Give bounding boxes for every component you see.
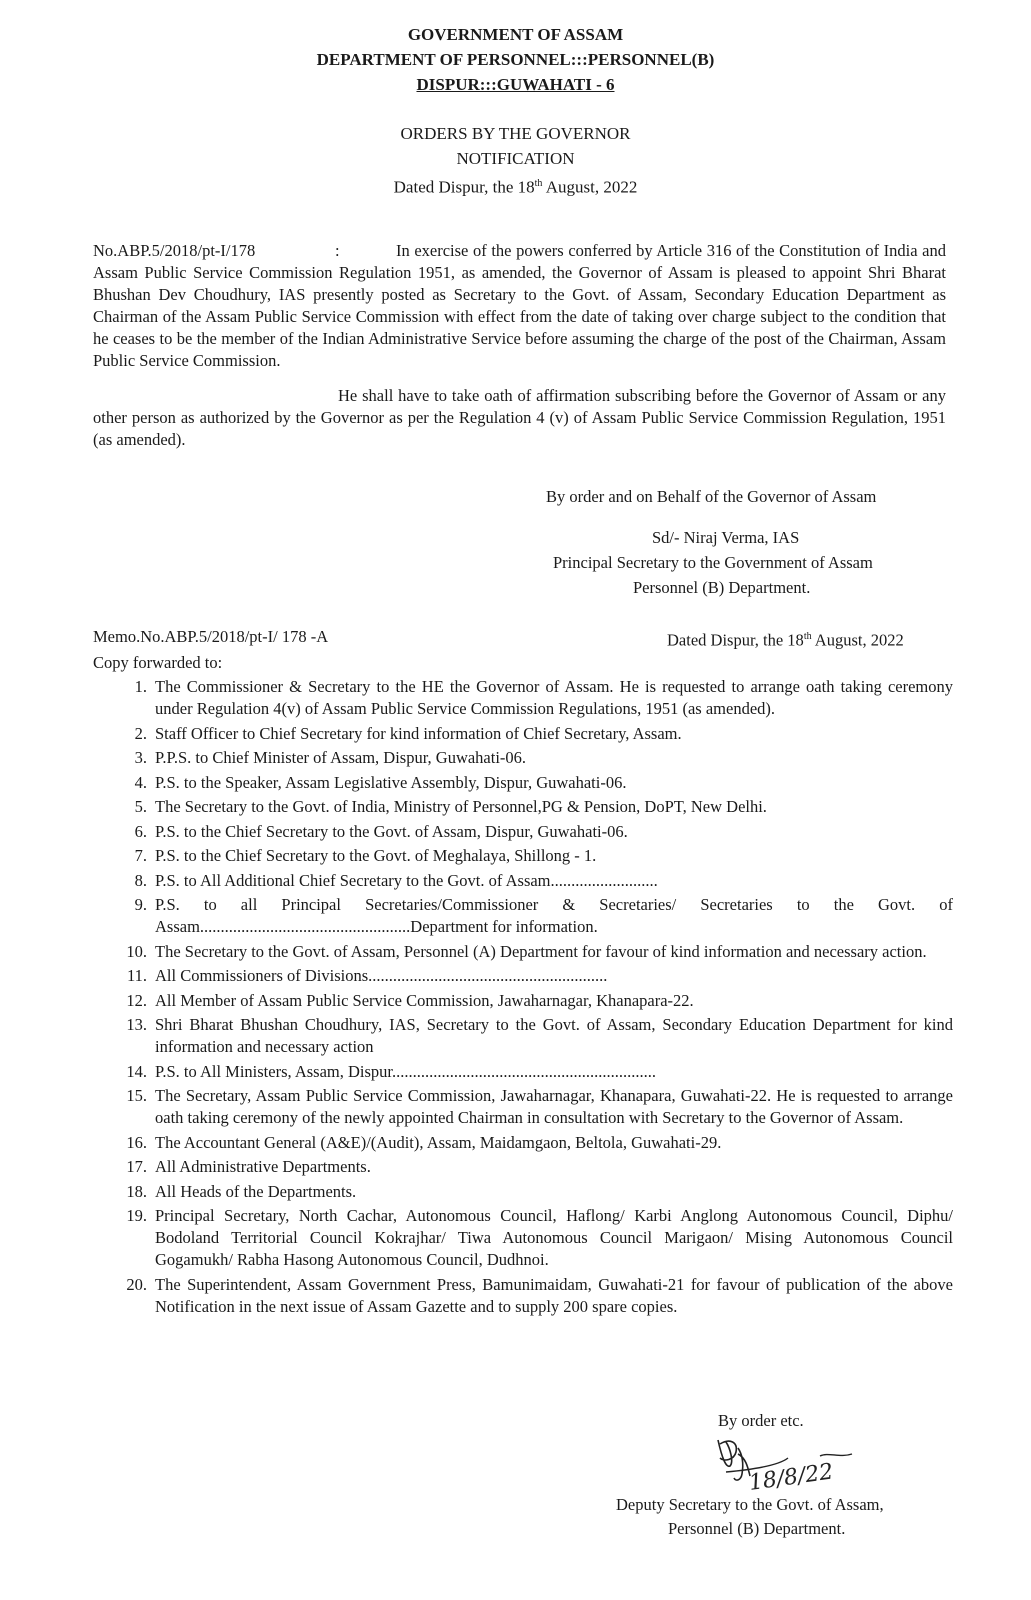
memo-date-sup: th xyxy=(803,631,812,642)
notification-paragraph-1: In exercise of the powers conferred by Article 316 of the Constitution of India and Assam Public Service Commission Regulation 1951, as amended, the Governor of Assam is pleased to appoint Shri Bharat Bhushan Dev Choudhury, IAS presently posted as Secretary to the Govt. of Assam, Secondary Education Department as Chairman of the Assam Public Service Commission with effect from the date of taking over charge subject to the condition that he ceases to be the member of the Indian Administrative Service before assuming the charge of the post of the Chairman, Assam Public Service Commission. xyxy=(93,241,946,370)
list-item-number: 1. xyxy=(134,677,147,696)
list-item xyxy=(93,676,953,720)
list-item-number: 6. xyxy=(134,821,147,841)
list-item-number: 18. xyxy=(126,1181,147,1201)
list-item xyxy=(93,1014,953,1058)
list-item xyxy=(93,772,953,794)
list-item-text: All Member of Assam Public Service Commission, Jawaharnagar, Khanapara-22. xyxy=(155,990,694,1010)
location-title xyxy=(0,74,1031,96)
list-item-text: P.S. to All Ministers, Assam, Dispur................................................................ xyxy=(155,1061,657,1081)
list-item-text: Staff Officer to Chief Secretary for kind information of Chief Secretary, Assam. xyxy=(155,723,682,743)
memo-date-prefix: Dated Dispur, the 18 xyxy=(667,630,804,650)
notification-paragraph-2: He shall have to take oath of affirmation subscribing before the Governor of Assam or any other person as authorized by the Governor as per the Regulation 4 (v) of Assam Public Service Commission Regulation, 1951 (as amended). xyxy=(93,386,946,449)
list-item xyxy=(93,1132,953,1154)
list-item-text: All Commissioners of Divisions.......................................................... xyxy=(155,966,608,985)
list-item-number: 12. xyxy=(126,990,147,1010)
list-item-text: The Secretary, Assam Public Service Commission, Jawaharnagar, Khanapara, Guwahati-22. He is requested to arrange oath taking ceremony of the newly appointed Chairman in consultation with Secretary to the Governor of Assam. xyxy=(155,1086,953,1127)
signatory-designation: Principal Secretary to the Government of Assam xyxy=(553,553,873,572)
list-item-number: 9. xyxy=(134,895,147,914)
by-order-etc: By order etc. xyxy=(718,1411,804,1430)
list-item-text: P.S. to All Additional Chief Secretary to the Govt. of Assam.......................... xyxy=(155,870,658,890)
list-item-number: 20. xyxy=(126,1274,147,1294)
list-item-text: All Heads of the Departments. xyxy=(155,1181,357,1201)
memo-number: Memo.No.ABP.5/2018/pt-I/ 178 -A xyxy=(93,627,329,646)
memo-date-suffix: August, 2022 xyxy=(811,630,904,650)
list-item-text: The Commissioner & Secretary to the HE the Governor of Assam. He is requested to arrange oath taking ceremony under Regulation 4(v) of Assam Public Service Commission Regulations, 1951 (as amended). xyxy=(155,677,953,718)
list-item xyxy=(93,1061,953,1083)
list-item xyxy=(93,796,953,818)
list-item xyxy=(93,821,953,843)
by-order-line: By order and on Behalf of the Governor of Assam xyxy=(546,487,877,506)
date-suffix: August, 2022 xyxy=(542,177,638,197)
notification-date xyxy=(0,173,1031,199)
handwritten-signature xyxy=(708,1428,858,1504)
list-item xyxy=(93,747,953,769)
list-item xyxy=(93,1274,953,1318)
list-item-number: 16. xyxy=(126,1132,147,1152)
signatory-department: Personnel (B) Department. xyxy=(633,578,811,597)
department-title: DEPARTMENT OF PERSONNEL:::PERSONNEL(B) xyxy=(316,50,715,69)
reference-number-text: No.ABP.5/2018/pt-I/178 xyxy=(93,241,256,260)
list-item xyxy=(93,845,953,867)
list-item-number: 8. xyxy=(134,870,147,890)
location-text: DISPUR:::GUWAHATI - 6 xyxy=(416,75,615,94)
list-item-number: 7. xyxy=(134,846,147,865)
list-item-text: P.S. to the Chief Secretary to the Govt. of Meghalaya, Shillong - 1. xyxy=(155,846,597,865)
deputy-secretary-designation: Deputy Secretary to the Govt. of Assam, xyxy=(616,1495,884,1514)
list-item xyxy=(93,1205,953,1271)
date-sup: th xyxy=(534,178,543,189)
list-item xyxy=(93,870,953,892)
list-item-number: 3. xyxy=(134,748,147,767)
list-item-number: 11. xyxy=(126,966,147,985)
signature-drawing xyxy=(708,1428,858,1498)
list-item-text: P.P.S. to Chief Minister of Assam, Dispur, Guwahati-06. xyxy=(155,748,527,767)
list-item-number: 13. xyxy=(126,1015,147,1034)
list-item-number: 14. xyxy=(126,1061,147,1081)
deputy-secretary-department: Personnel (B) Department. xyxy=(668,1519,846,1538)
list-item-number: 10. xyxy=(126,941,147,961)
list-item-text: The Secretary to the Govt. of India, Ministry of Personnel,PG & Pension, DoPT, New Delhi. xyxy=(155,797,767,816)
list-item xyxy=(93,1181,953,1203)
list-item xyxy=(93,1085,953,1129)
list-item-number: 4. xyxy=(134,772,147,792)
list-item xyxy=(93,1156,953,1178)
signature-date-text: 18/8/22 xyxy=(747,1459,835,1496)
list-item-number: 15. xyxy=(126,1086,147,1105)
orders-title: ORDERS BY THE GOVERNOR xyxy=(400,124,631,143)
list-item-number: 19. xyxy=(126,1206,147,1225)
list-item-text: Principal Secretary, North Cachar, Autonomous Council, Haflong/ Karbi Anglong Autonomous Council, Diphu/ Bodoland Territorial Council Kokrajhar/ Tiwa Autonomous Council Marigaon/ Mising Autonomous Council Gogamukh/ Rabha Hasong Autonomous Council, Dudhnoi. xyxy=(155,1206,953,1269)
notification-title: NOTIFICATION xyxy=(456,149,575,168)
list-item-number: 2. xyxy=(134,723,147,743)
reference-separator: : xyxy=(335,241,340,260)
signatory-name: Sd/- Niraj Verma, IAS xyxy=(652,528,800,547)
list-item-number: 5. xyxy=(134,797,147,816)
list-item-text: P.S. to all Principal Secretaries/Commissioner & Secretaries/ Secretaries to the Govt. of Assam...................................................Department for information. xyxy=(155,895,953,936)
list-item-text: The Superintendent, Assam Government Press, Bamunimaidam, Guwahati-21 for favour of publication of the above Notification in the next issue of Assam Gazette and to supply 200 spare copies. xyxy=(155,1274,953,1316)
list-item-text: Shri Bharat Bhushan Choudhury, IAS, Secretary to the Govt. of Assam, Secondary Education Department for kind information and necessary action xyxy=(155,1015,953,1056)
list-item-text: The Secretary to the Govt. of Assam, Personnel (A) Department for favour of kind information and necessary action. xyxy=(155,941,927,961)
list-item-text: The Accountant General (A&E)/(Audit), Assam, Maidamgaon, Beltola, Guwahati-29. xyxy=(155,1132,722,1152)
list-item xyxy=(93,990,953,1012)
list-item xyxy=(93,723,953,745)
list-item xyxy=(93,941,953,963)
list-item xyxy=(93,965,953,987)
date-prefix: Dated Dispur, the 18 xyxy=(393,177,535,197)
memo-date xyxy=(667,626,904,652)
list-item-text: P.S. to the Chief Secretary to the Govt. of Assam, Dispur, Guwahati-06. xyxy=(155,821,628,841)
govt-title: GOVERNMENT OF ASSAM xyxy=(407,25,624,44)
list-item xyxy=(93,894,953,938)
list-item-text: P.S. to the Speaker, Assam Legislative Assembly, Dispur, Guwahati-06. xyxy=(155,772,627,792)
copy-forwarded-label: Copy forwarded to: xyxy=(93,653,223,672)
copy-list xyxy=(93,676,953,1320)
list-item-number: 17. xyxy=(126,1157,147,1176)
list-item-text: All Administrative Departments. xyxy=(155,1157,371,1176)
